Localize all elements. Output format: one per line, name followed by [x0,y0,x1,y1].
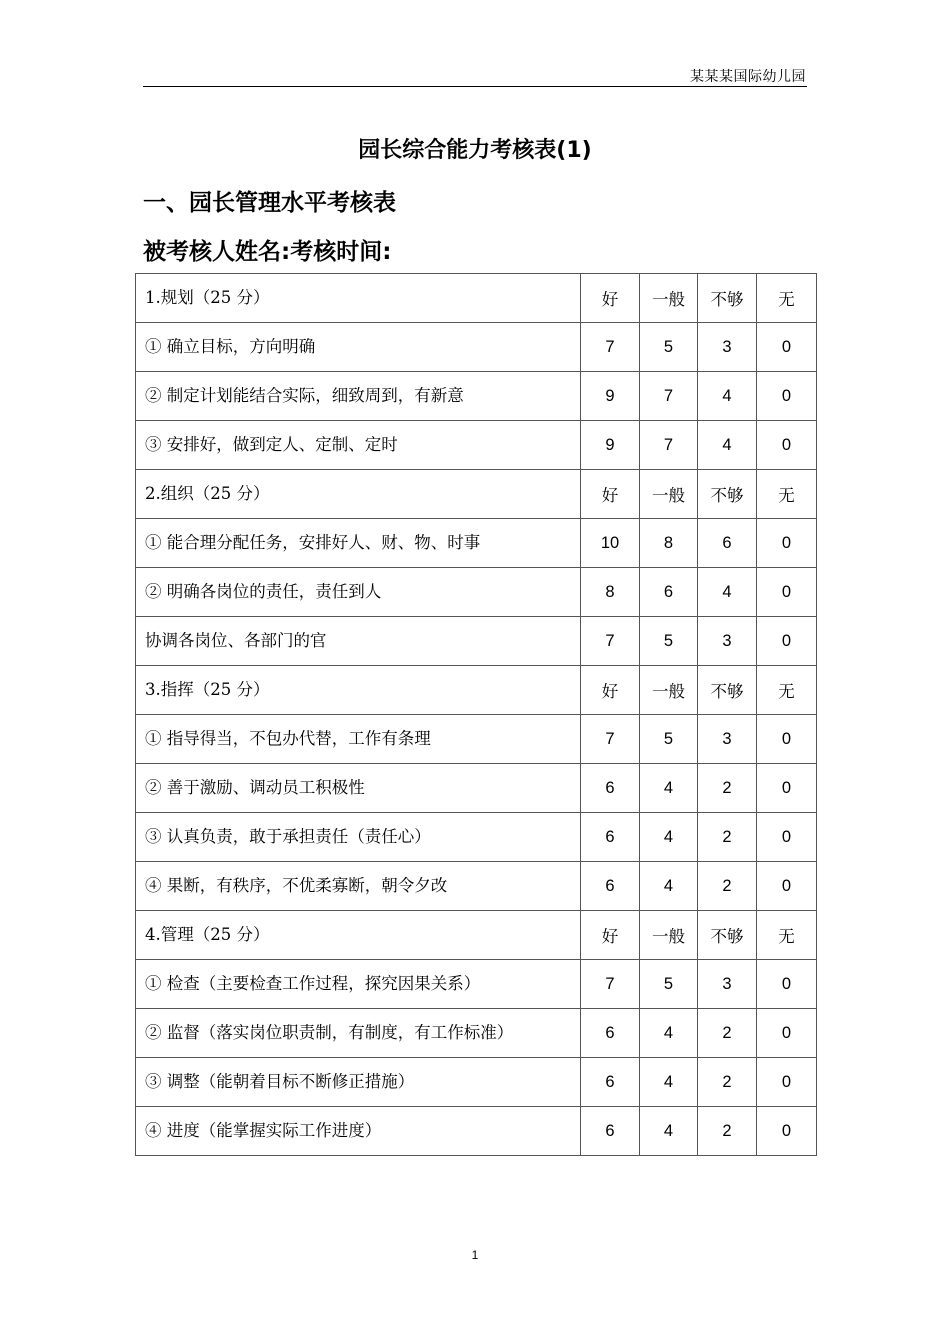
rating-header-average: 一般 [640,470,698,519]
score-good: 7 [581,715,640,764]
table-row [136,1058,817,1107]
category-row [136,666,817,715]
table-row [136,1107,817,1156]
rating-header-average: 一般 [640,274,698,323]
table-row [136,715,817,764]
header-rule [143,86,807,87]
score-insufficient: 2 [698,813,757,862]
score-good: 7 [581,323,640,372]
rating-header-insufficient: 不够 [698,666,757,715]
score-none: 0 [757,617,817,666]
header-organization-name: 某某某国际幼儿园 [690,69,806,85]
score-good: 6 [581,764,640,813]
score-none: 0 [757,1009,817,1058]
score-good: 9 [581,421,640,470]
table-row [136,568,817,617]
rating-header-insufficient: 不够 [698,470,757,519]
score-average: 7 [640,372,698,421]
item-label: 2.组织（25 分） [136,470,581,519]
rating-header-average: 一般 [640,666,698,715]
section-heading: 一、园长管理水平考核表 [143,190,396,216]
score-good: 8 [581,568,640,617]
rating-header-good: 好 [581,274,640,323]
score-average: 5 [640,960,698,1009]
item-label: ④ 果断，有秩序，不优柔寡断，朝令夕改 [136,862,581,911]
category-row [136,274,817,323]
assessment-table [135,273,817,1156]
score-insufficient: 3 [698,323,757,372]
item-label: 3.指挥（25 分） [136,666,581,715]
score-average: 7 [640,421,698,470]
score-good: 6 [581,862,640,911]
score-good: 7 [581,960,640,1009]
score-none: 0 [757,519,817,568]
item-label: ② 善于激励、调动员工积极性 [136,764,581,813]
item-label: ① 检查（主要检查工作过程，探究因果关系） [136,960,581,1009]
score-average: 4 [640,1058,698,1107]
score-none: 0 [757,764,817,813]
table-row [136,764,817,813]
item-label: ② 监督（落实岗位职责制，有制度，有工作标准） [136,1009,581,1058]
score-insufficient: 2 [698,1058,757,1107]
score-good: 9 [581,372,640,421]
item-label: ② 明确各岗位的责任，责任到人 [136,568,581,617]
document-title: 园长综合能力考核表(1) [358,138,592,163]
score-insufficient: 3 [698,715,757,764]
score-average: 5 [640,323,698,372]
rating-header-good: 好 [581,666,640,715]
item-label: ① 能合理分配任务，安排好人、财、物、时事 [136,519,581,568]
table-row [136,372,817,421]
item-label: 1.规划（25 分） [136,274,581,323]
category-row [136,911,817,960]
assessee-meta-line: 被考核人姓名:考核时间: [143,239,392,265]
score-insufficient: 2 [698,1107,757,1156]
score-none: 0 [757,1058,817,1107]
score-none: 0 [757,813,817,862]
table-row [136,519,817,568]
score-good: 6 [581,813,640,862]
score-average: 5 [640,715,698,764]
score-insufficient: 2 [698,1009,757,1058]
table-row [136,617,817,666]
score-none: 0 [757,568,817,617]
score-none: 0 [757,421,817,470]
score-none: 0 [757,960,817,1009]
table-row [136,960,817,1009]
assessment-table-body [136,274,817,1156]
table-row [136,862,817,911]
rating-header-good: 好 [581,911,640,960]
rating-header-none: 无 [757,274,817,323]
score-insufficient: 4 [698,372,757,421]
item-label: ④ 进度（能掌握实际工作进度） [136,1107,581,1156]
rating-header-good: 好 [581,470,640,519]
rating-header-none: 无 [757,911,817,960]
table-row [136,813,817,862]
item-label: 协调各岗位、各部门的官 [136,617,581,666]
score-average: 4 [640,813,698,862]
score-average: 4 [640,862,698,911]
score-none: 0 [757,1107,817,1156]
score-good: 7 [581,617,640,666]
item-label: ① 确立目标，方向明确 [136,323,581,372]
category-row [136,470,817,519]
rating-header-none: 无 [757,470,817,519]
item-label: 4.管理（25 分） [136,911,581,960]
score-insufficient: 4 [698,568,757,617]
score-good: 6 [581,1009,640,1058]
item-label: ③ 认真负责，敢于承担责任（责任心） [136,813,581,862]
item-label: ② 制定计划能结合实际，细致周到，有新意 [136,372,581,421]
score-average: 8 [640,519,698,568]
score-good: 10 [581,519,640,568]
item-label: ① 指导得当，不包办代替，工作有条理 [136,715,581,764]
score-average: 6 [640,568,698,617]
score-insufficient: 2 [698,764,757,813]
score-none: 0 [757,862,817,911]
table-row [136,323,817,372]
rating-header-none: 无 [757,666,817,715]
score-none: 0 [757,323,817,372]
score-insufficient: 6 [698,519,757,568]
score-average: 4 [640,764,698,813]
score-good: 6 [581,1107,640,1156]
table-row [136,421,817,470]
score-average: 5 [640,617,698,666]
score-insufficient: 2 [698,862,757,911]
item-label: ③ 调整（能朝着目标不断修正措施） [136,1058,581,1107]
score-none: 0 [757,372,817,421]
item-label: ③ 安排好，做到定人、定制、定时 [136,421,581,470]
page-number: 1 [471,1248,479,1262]
score-insufficient: 3 [698,617,757,666]
rating-header-insufficient: 不够 [698,911,757,960]
score-insufficient: 4 [698,421,757,470]
score-average: 4 [640,1009,698,1058]
rating-header-average: 一般 [640,911,698,960]
score-insufficient: 3 [698,960,757,1009]
score-none: 0 [757,715,817,764]
table-row [136,1009,817,1058]
score-average: 4 [640,1107,698,1156]
rating-header-insufficient: 不够 [698,274,757,323]
score-good: 6 [581,1058,640,1107]
